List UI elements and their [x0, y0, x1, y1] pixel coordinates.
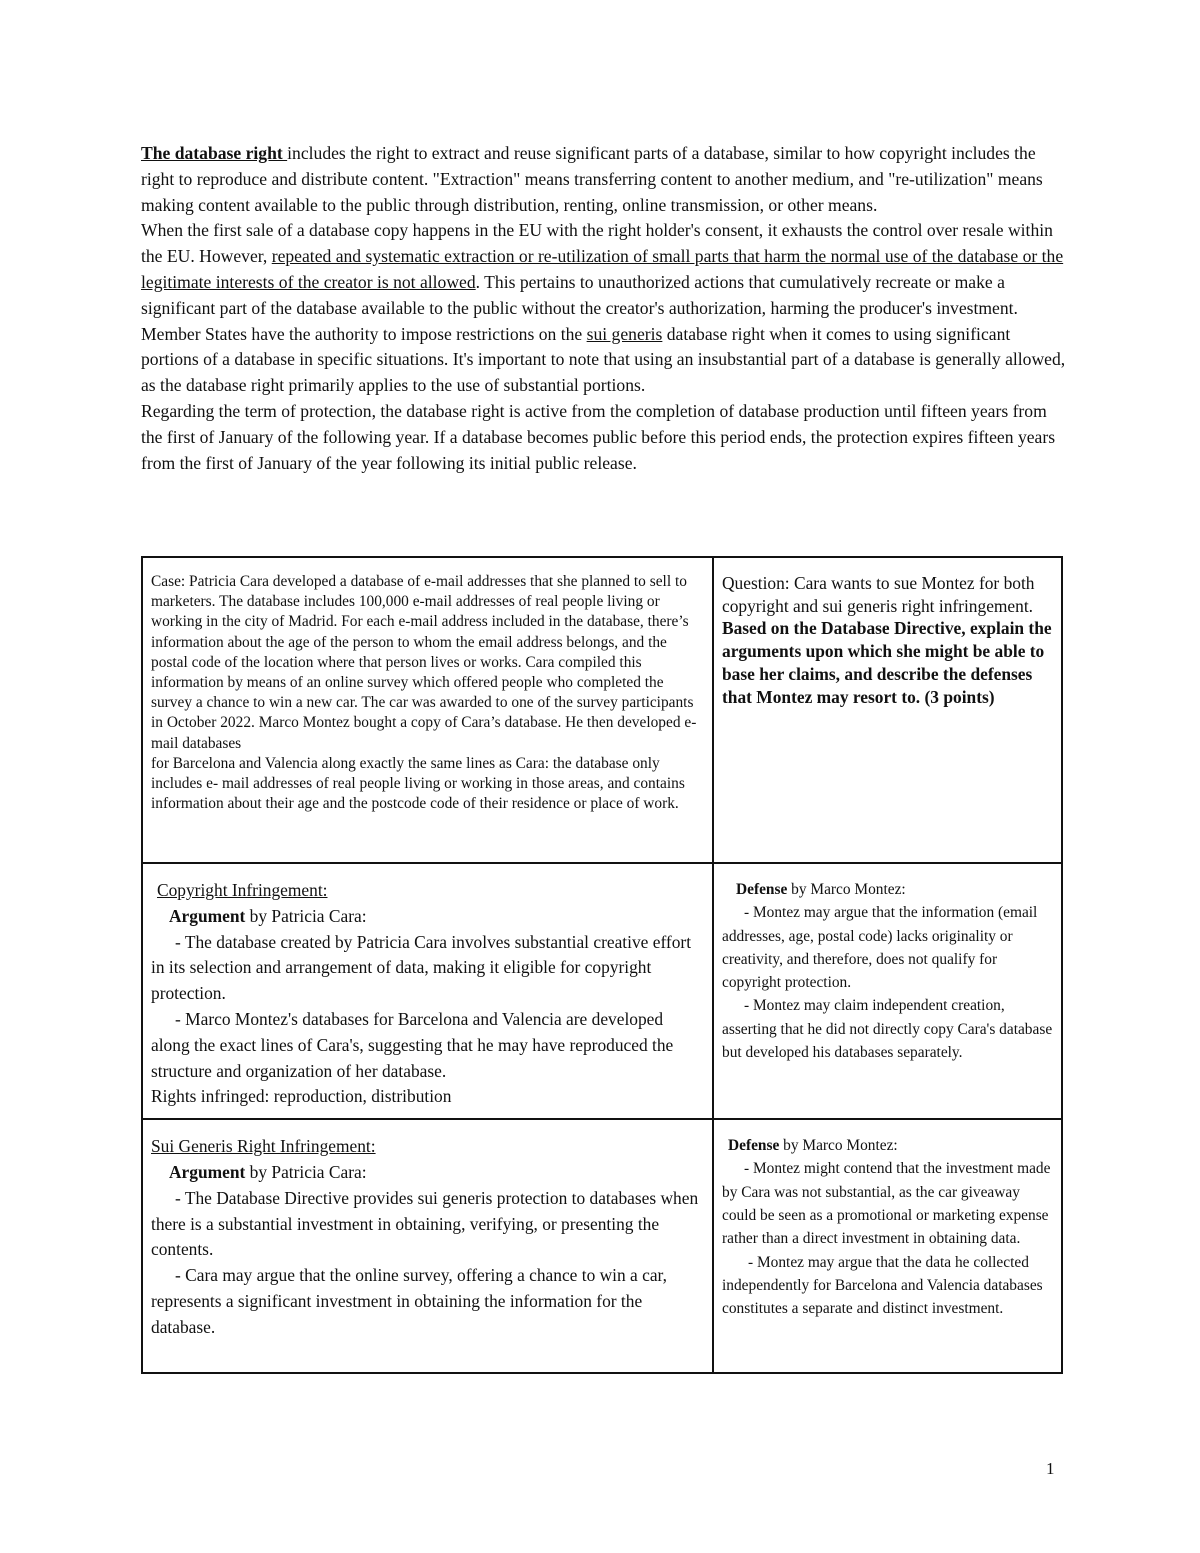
sui-generis-argument-label: Argument by Patricia Cara: — [169, 1161, 367, 1182]
copyright-argument-point: - Marco Montez's databases for Barcelona and Valencia are developed along the exact lines of Cara's, suggesting that he may have reproduced the structure and organization of her database. — [151, 1008, 674, 1081]
copyright-argument-label: Argument by Patricia Cara: — [169, 905, 367, 926]
intro-paragraph-4: Regarding the term of protection, the database right is active from the completion of database production until fifteen years from the first of January of the following year. If a database becomes public before this period ends, the protection expires fifteen years from the first of January of the year following its initial public release. — [141, 400, 1056, 473]
sui-generis-argument-point: - The Database Directive provides sui generis protection to databases when there is a substantial investment in obtaining, verifying, or presenting the contents. — [151, 1187, 699, 1260]
intro-paragraph-3: Member States have the authority to impose restrictions on the sui generis database right when it comes to using significant portions of a database in specific situations. It's important to note that using an insubstantial part of a database is generally allowed, as the database right primarily applies to the use of substantial portions. — [141, 323, 1066, 396]
copyright-defense-point: - Montez may argue that the information (email addresses, age, postal code) lacks originality or creativity, and therefore, does not qualify for copyright protection. — [722, 904, 1038, 992]
question-text: Question: Cara wants to sue Montez for both copyright and sui generis right infringement. Based on the Database Directive, explain the arguments upon which she might be able to base her claims, and describe the defenses that Montez may resort to. (3 points) — [722, 573, 1052, 707]
sui-generis-heading: Sui Generis Right Infringement: — [151, 1136, 376, 1157]
case-text: Case: Patricia Cara developed a database of e-mail addresses that she planned to sell to marketers. The database includes 100,000 e-mail addresses of real people living or working in the city of Madrid. For each e-mail address included in the database, there’s information about the age of the person to whom the email address belongs, and the postal code of the location where that person lives or works. Cara compiled this information by means of an online survey which offered people who completed the survey a chance to win a new car. The car was awarded to one of the survey participants in October 2022. Marco Montez bought a copy of Cara’s database. He then developed e-mail databases for Barcelona and Valencia along exactly the same lines as Cara: the database only includes e- mail addresses of real people living or working in those areas, and contains information about their age and the postcode code of their residence or place of work. — [151, 573, 697, 813]
copyright-rights-infringed: Rights infringed: reproduction, distribution — [151, 1086, 452, 1107]
copyright-argument-point: - The database created by Patricia Cara involves substantial creative effort in its selection and arrangement of data, making it eligible for copyright protection. — [151, 931, 692, 1004]
case-table — [141, 556, 1063, 1374]
copyright-defense-label: Defense by Marco Montez: — [736, 881, 906, 898]
intro-paragraph-1: The database right includes the right to extract and reuse significant parts of a database, similar to how copyright includes the right to reproduce and distribute content. "Extraction" means transferring content to another medium, and "re-utilization" means making content available to the public through distribution, renting, online transmission, or other means. — [141, 143, 1043, 215]
table-row — [142, 557, 1062, 863]
underlined-term-sui-generis: sui generis — [586, 323, 663, 344]
sui-generis-argument-cell — [142, 1119, 713, 1373]
intro-paragraph-2: When the first sale of a database copy happens in the EU with the right holder's consent, it exhausts the control over resale within the EU. However, repeated and systematic extraction or re-utilization of small parts that harm the normal use of the database or the legitimate interests of the creator is not allowed. This pertains to unauthorized actions that cumulatively recreate or make a significant part of the database available to the public without the creator's authorization, harming the producer's investment. — [141, 220, 1064, 318]
copyright-defense-point: - Montez may claim independent creation, asserting that he did not directly copy Cara's database but developed his databases separately. — [722, 997, 1053, 1062]
intro-term-database-right: The database right — [141, 143, 288, 163]
copyright-defense-cell — [713, 863, 1062, 1119]
sui-generis-defense-point: - Montez may argue that the data he collected independently for Barcelona and Valencia databases constitutes a separate and distinct investment. — [722, 1253, 1043, 1318]
table-row — [142, 1119, 1062, 1373]
table-row — [142, 863, 1062, 1119]
underlined-phrase: repeated and systematic extraction or re-utilization of small parts that harm the normal use of the database or the legitimate interests of the creator is not allowed — [141, 246, 1064, 292]
sui-generis-defense-point: - Montez might contend that the investment made by Cara was not substantial, as the car giveaway could be seen as a promotional or marketing expense rather than a direct investment in obtaining data. — [722, 1160, 1051, 1248]
case-cell — [142, 557, 713, 863]
copyright-argument-cell — [142, 863, 713, 1119]
sui-generis-argument-point: - Cara may argue that the online survey, offering a chance to win a car, represents a significant investment in obtaining the information for the database. — [151, 1265, 667, 1337]
question-cell — [713, 557, 1062, 863]
intro-section — [141, 141, 1066, 476]
sui-generis-defense-label: Defense by Marco Montez: — [728, 1137, 898, 1155]
copyright-heading: Copyright Infringement: — [157, 880, 328, 900]
page-number: 1 — [1046, 1459, 1055, 1478]
sui-generis-defense-cell — [713, 1119, 1062, 1373]
